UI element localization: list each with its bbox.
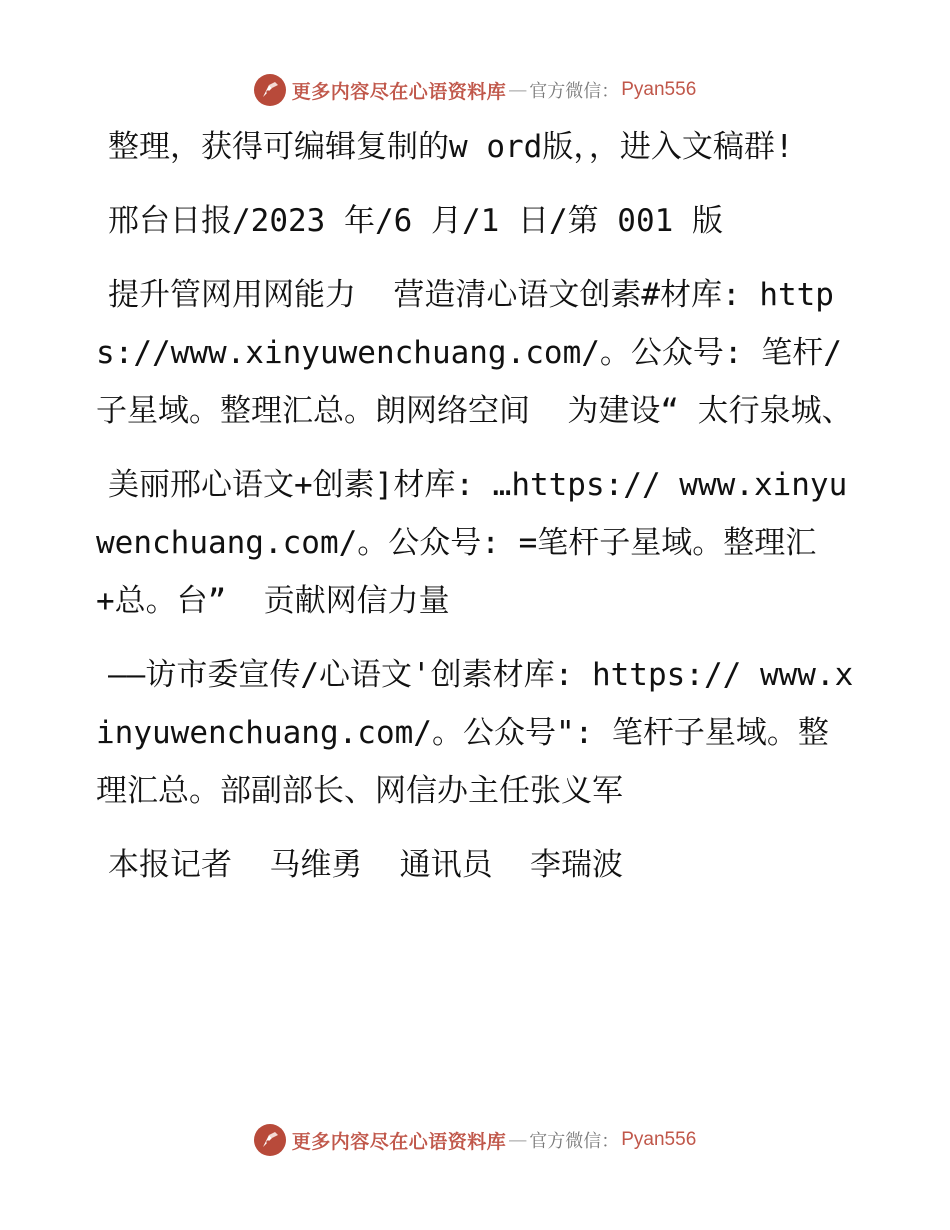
watermark-separator: — bbox=[508, 1129, 528, 1151]
document-body bbox=[96, 118, 856, 910]
paragraph-headline: 提升管网用网能力 营造清心语文创素#材库: https://www.xinyuwenchuang.com/。公众号: 笔杆/子星域。整理汇总。朗网络空间 为建设“ 太行泉城、 bbox=[96, 277, 853, 429]
header-watermark bbox=[0, 70, 950, 110]
watermark-separator: — bbox=[508, 79, 528, 101]
watermark-text: 更多内容尽在心语资料库 bbox=[291, 80, 507, 103]
paragraph-headline-continued: 美丽邢心语文+创素]材库: …https:// www.xinyuwenchuang.com/。公众号: =笔杆子星域。整理汇+总。台” 贡献网信力量 bbox=[96, 467, 848, 619]
pen-nib-icon bbox=[254, 74, 286, 106]
watermark-contact-label: 官方微信： bbox=[529, 81, 620, 102]
pen-nib-icon bbox=[254, 1124, 286, 1156]
paragraph-source: 邢台日报/2023 年/6 月/1 日/第 001 版 bbox=[108, 203, 723, 239]
paragraph-byline: 本报记者 马维勇 通讯员 李瑞波 bbox=[108, 847, 623, 883]
paragraph-intro: 整理，获得可编辑复制的w ord版，，进入文稿群! bbox=[108, 129, 794, 165]
watermark-contact-value: Pyan556 bbox=[621, 79, 697, 100]
watermark-contact-label: 官方微信： bbox=[529, 1131, 620, 1152]
watermark-contact-value: Pyan556 bbox=[621, 1129, 697, 1150]
watermark-text: 更多内容尽在心语资料库 bbox=[291, 1130, 507, 1153]
footer-watermark bbox=[0, 1120, 950, 1160]
paragraph-subtitle: ——访市委宣传/心语文'创素材库: https:// www.xinyuwenchuang.com/。公众号": 笔杆子星域。整理汇总。部副部长、网信办主任张义军 bbox=[96, 657, 854, 809]
